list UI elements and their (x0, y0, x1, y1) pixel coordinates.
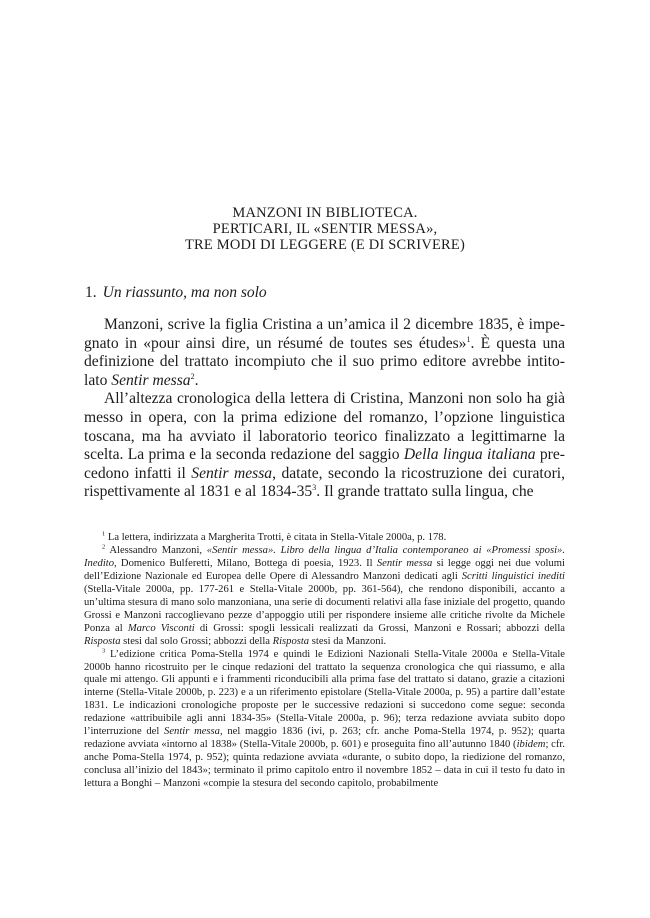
section-title: Un riassunto, ma non solo (102, 284, 267, 301)
section-number: 1. (85, 284, 97, 301)
footnote-number: 1 (102, 530, 106, 538)
footnote-2: $^2$ Alessandro Manzoni, «Sentir messa». Libro della lingua d’Italia contemporaneo ai «Promessi sposi». Inedito, Domenico Bulferetti, Milano, Bottega di poesia, 1923. Il Sentir messa si legge oggi nei due volumi dell’Edizione Nazionale ed Europea delle Opere di Alessandro Manzoni dedicati agli Scritti linguistici inediti (Stella-Vitale 2000a, pp. 177-261 e Stella-Vitale 2000b, pp. 361-564), che rendono disponibili, accanto a un’ultima stesura di mano solo manzoniana, una serie di documenti relativi alla fase iniziale del progetto, quando Grossi e Manzoni raccoglievano pezze d’appoggio utili per rispondere insieme alle critiche rivolte da Michele Ponza al Marco Visconti di Grossi: spogli lessicali realizzati da Grossi, Manzoni e Rossari; abbozzi della Risposta stesi dal solo Grossi; abbozzi della Risposta stesi da Manzoni. (84, 543, 565, 647)
chapter-title-line-1: MANZONI IN BIBLIOTECA. (232, 205, 418, 221)
paragraph-1: Manzoni, scrive la figlia Cristina a un’amica il 2 dicembre 1835, è impegnato in «pour ainsi dire, un résumé de toutes ses études»$^1$. È questa una definizione del trattato incompiuto che il suo primo editore avrebbe intitolato Sentir messa$^2$. (84, 316, 565, 389)
paragraph-2: All’altezza cronologica della lettera di Cristina, Manzoni non solo ha già messo in opera, con la prima edizione del romanzo, l’opzione linguistica toscana, ma ha avviato il laboratorio teorico finalizzato a legittimarne la scelta. La prima e la seconda redazione del saggio Della lingua italiana precedono infatti il Sentir messa, datate, secondo la ricostruzione dei curatori, rispettivamente al 1831 e al $1834-35^3$. Il grande trattato sulla lingua, che (84, 390, 565, 501)
footnote-ref-2[interactable]: 2 (190, 371, 195, 381)
chapter-title (0, 205, 650, 253)
footnote-ref-3[interactable]: 3 (312, 483, 317, 493)
footnotes (84, 532, 565, 791)
footnote-ref-1[interactable]: 1 (466, 334, 471, 344)
body-text (84, 316, 565, 502)
footnote-1: $^1$ La lettera, indirizzata a Margherita Trotti, è citata in Stella-Vitale 2000a, p. 178. (102, 530, 447, 543)
chapter-title-line-3: TRE MODI DI LEGGERE (E DI SCRIVERE) (184, 237, 466, 253)
footnote-3: $^3$ L’edizione critica Poma-Stella 1974 e quindi le Edizioni Nazionali Stella-Vitale 2000a e Stella-Vitale 2000b hanno ricostruito per le cinque redazioni del trattato la sequenza cronologica che qui riassumo, e alla quale mi attengo. Gli appunti e i frammenti riconducibili alla prima fase del trattato si datano, grazie a citazioni interne (Stella-Vitale 2000b, p. 223) e a un riferimento epistolare (Stella-Vitale 2000a, p. 95) a partire dall’estate 1831. Le indicazioni cronologiche proposte per le successive redazioni si succedono come segue: seconda redazione «attribuibile agli anni 1834-35» (Stella-Vitale 2000a, p. 96); terza redazione avviata subito dopo l’interruzione del Sentir messa, nel maggio 1836 (ivi, p. 263; cfr. anche Poma-Stella 1974, p. 952); quarta redazione avviata «intorno al 1838» (Stella-Vitale 2000b, p. 601) e proseguita fino all’autunno 1840 (ibidem; cfr. anche Poma-Stella 1974, p. 952); quinta redazione avviata «durante, o subito dopo, la riedizione del romanzo, conclusa all’inizio del 1843»; terminato il primo capitolo entro il novembre 1852 – data in cui il testo fu dato in lettura a Bonghi – Manzoni «compie la stesura del secondo capitolo, probabilmente (84, 647, 566, 790)
chapter-title-line-2: PERTICARI, IL «SENTIR MESSA», (212, 221, 438, 237)
footnote-number: 2 (102, 543, 106, 551)
section-heading (85, 284, 267, 302)
footnote-number: 3 (102, 647, 106, 655)
